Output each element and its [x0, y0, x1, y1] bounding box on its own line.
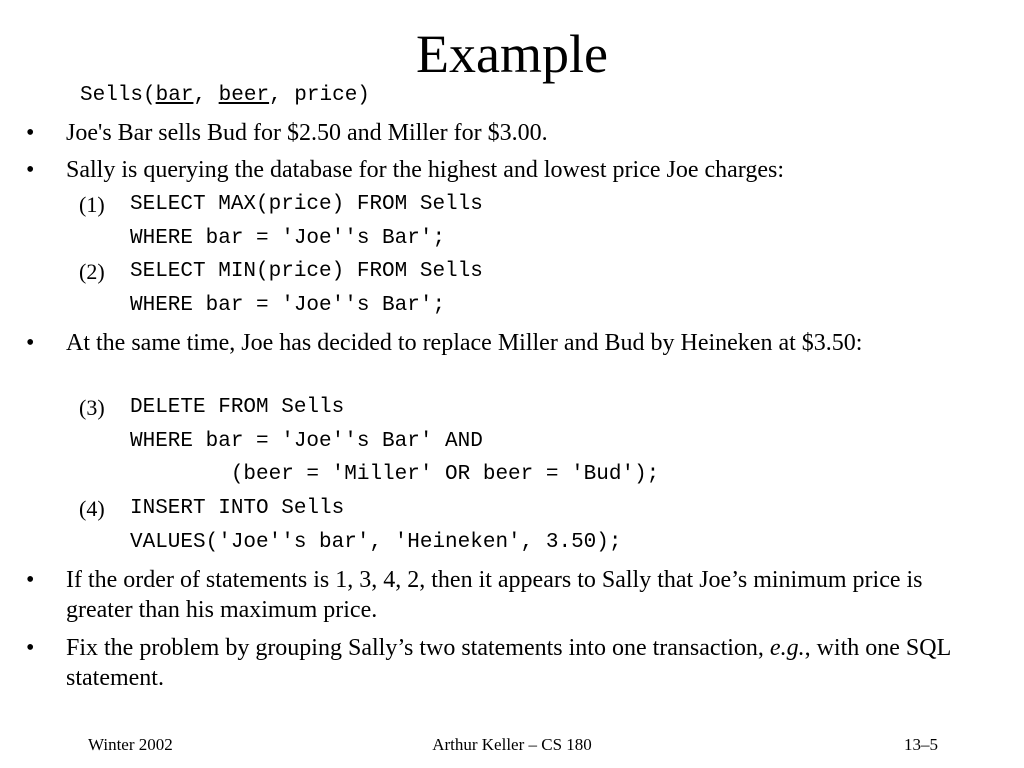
slide-title: Example — [416, 24, 608, 84]
bullet-icon: • — [26, 157, 35, 183]
sql-line: VALUES('Joe''s bar', 'Heineken', 3.50); — [130, 531, 622, 554]
schema-key-beer: beer — [218, 84, 270, 107]
statement-number: (3) — [79, 395, 105, 420]
schema-prefix: Sells( — [80, 84, 156, 107]
schema-definition — [80, 82, 370, 110]
bullet-item — [26, 118, 986, 148]
sql-line: WHERE bar = 'Joe''s Bar'; — [130, 294, 446, 317]
sql-line: SELECT MIN(price) FROM Sells — [130, 260, 483, 283]
sql-line: DELETE FROM Sells — [130, 396, 345, 419]
schema-separator: , — [193, 84, 219, 107]
schema-key-bar: bar — [155, 84, 194, 107]
emphasis-text: e.g. — [769, 635, 805, 661]
statement-number: (2) — [79, 259, 105, 284]
bullet-text — [66, 633, 986, 693]
sql-line: SELECT MAX(price) FROM Sells — [130, 193, 483, 216]
bullet-text-part: , with one SQL statement. — [66, 635, 951, 691]
bullet-item — [26, 328, 986, 358]
bullet-icon: • — [26, 635, 35, 661]
bullet-icon: • — [26, 567, 35, 593]
bullet-text: At the same time, Joe has decided to replace Miller and Bud by Heineken at $3.50: — [66, 330, 863, 356]
bullet-item — [26, 565, 986, 625]
statement-number: (4) — [79, 496, 105, 521]
bullet-text-part: Fix the problem by grouping Sally’s two statements into one transaction, — [66, 635, 770, 661]
bullet-item — [26, 633, 986, 693]
sql-line: (beer = 'Miller' OR beer = 'Bud'); — [130, 463, 660, 486]
sql-line: WHERE bar = 'Joe''s Bar' AND — [130, 430, 483, 453]
bullet-text: If the order of statements is 1, 3, 4, 2, then it appears to Sally that Joe’s minimum price is greater than his maximum price. — [66, 567, 923, 623]
statement-number: (1) — [79, 192, 105, 217]
footer-left: Winter 2002 — [88, 735, 173, 754]
sql-line: WHERE bar = 'Joe''s Bar'; — [130, 227, 446, 250]
footer-page-number: 13–5 — [904, 735, 938, 754]
bullet-icon: • — [26, 330, 35, 356]
sql-line: INSERT INTO Sells — [130, 497, 345, 520]
bullet-item — [26, 155, 986, 185]
bullet-text: Sally is querying the database for the highest and lowest price Joe charges: — [66, 157, 785, 183]
footer-center: Arthur Keller – CS 180 — [432, 735, 592, 754]
schema-rest: , price) — [269, 84, 370, 107]
bullet-icon: • — [26, 120, 35, 146]
bullet-text: Joe's Bar sells Bud for $2.50 and Miller for $3.00. — [66, 120, 548, 146]
